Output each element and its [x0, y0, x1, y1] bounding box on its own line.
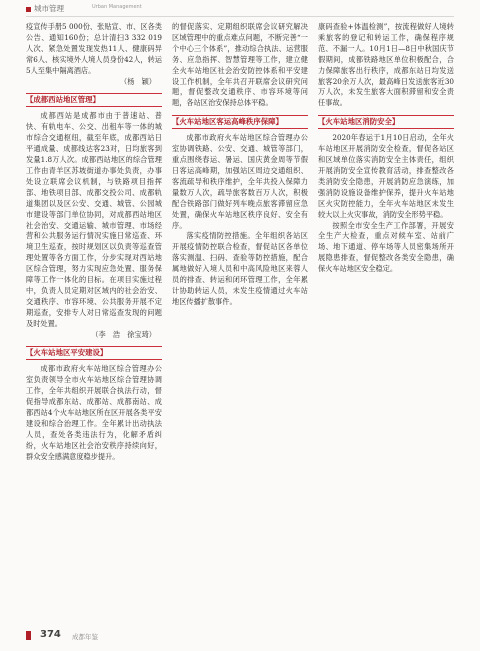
section-heading: [172, 115, 308, 129]
section-title: 城市管理: [34, 4, 64, 13]
section-heading: [26, 93, 162, 107]
section-heading-text: 【成都西站地区管理】: [26, 95, 100, 105]
section-heading: [26, 346, 162, 360]
text-column-1: [26, 22, 162, 618]
body-paragraph: 按照全市安全生产工作部署，开展安全生产大检查，重点对候车室、站前广场、地下通道、停车场等人员密集场所开展隐患排查，督促整改各类安全隐患，确保火车站地区安全稳定。: [318, 220, 454, 274]
author-byline: （杨 颖）: [120, 76, 156, 86]
body-paragraph: 成都市政府火车站地区综合管理办公室负责领导全市火车站地区综合管理协调工作，全年共组织开展联合执法行动，督促指导成都东站、成都站、成都南站、成都西站4个火车站地区所在区开展各类平安建设和综合治理工作。全年累计出动执法人员，查处各类违法行为，化解矛盾纠纷，火车站地区社会治安秩序持续向好，群众安全感满意度稳步提升。: [26, 364, 162, 461]
author-byline: （李 浩 徐宝琦）: [91, 329, 156, 339]
body-paragraph: 落实疫情防控措施。全年组织各站区开展疫情防控联合检查，督促站区各单位落实测温、扫码、查验等防控措施，配合属地做好入境人员和中高风险地区来蓉人员的排查、转运和闭环管理工作，全年累计协助转运人员，未发生疫情通过火车站地区传播扩散事件。: [172, 231, 308, 306]
page-number: 374: [40, 629, 61, 640]
section-subtitle: Urban Management: [92, 4, 142, 10]
section-heading-text: 【火车站地区平安建设】: [26, 348, 108, 358]
section-heading-text: 【火车站地区客运高峰秩序保障】: [172, 117, 283, 127]
page-footer: [26, 629, 226, 643]
book-title: 成都年鉴: [72, 633, 98, 641]
body-paragraph: 康码查验+体温检测”，按流程做好人境转乘旅客的登记和转运工作，确保程序规范、不漏一人。10月1日—8日中秋国庆节假期间，成都铁路地区单位积极配合，合力保障旅客出行秩序，成都东站日均发送旅客20余万人次，最高峰日发送旅客近30万人次，未发生旅客大面积滞留和安全责任事故。: [318, 22, 454, 108]
body-paragraph: 2020年春运于1月10日启动，全年火车站地区开展消防安全检查，督促各站区和区域单位落实消防安全主体责任，组织开展消防安全宣传教育活动，排查整改各类消防安全隐患，开展消防应急演练，加强消防设施设备维护保养，提升火车站地区火灾防控能力，全年火车站地区未发生较大以上火灾事故，消防安全形势平稳。: [318, 133, 454, 219]
section-heading: [318, 115, 454, 129]
body-paragraph: 成都西站是成都市由于普速站、普快、有轨电车、公交、出租车等一体的城市综合交通枢纽，截至年底，成都西站日平通成量、成都线达客23对，日均旅客到发量1.8万人次。成都西站地区的综合管理工作由青羊区苏坡街道办事处负责，办事处设立联席会议机制，与铁路项目指挥部、地铁项目部、成都交投公司、成都轨道集团以及区公安、交通、城管、公园城市建设等部门单位协同，对成都西站地区社会治安、交通运输、城市管理、市场经营和公共服务运行情况实施日常巡查、环境卫生巡查，按时规划区以负责等巡查管理处置等各方面工作，分步实现对西站地区综合管理，努力实现应急处置、服务保障等工作一体化的目标。在项目实施过程中，负责人员定期对区域内的社会治安、交通秩序、市容环境、公共服务开展不定期巡查，安排专人对日常巡查发现的问题及时处置。: [26, 111, 162, 328]
text-column-3: [318, 22, 454, 618]
footer-red-bar: [26, 631, 31, 640]
page-header: [0, 0, 480, 18]
header-divider: [26, 16, 454, 17]
header-red-mark: [26, 7, 31, 12]
body-paragraph: 成都市政府火车站地区综合管理办公室协调铁路、公安、交通、城管等部门，重点围绕春运、暑运、国庆黄金周等节假日客运高峰期，加强站区周边交通组织、客流疏导和秩序维护，全年共投入保障力量数万人次，疏导旅客数百万人次，积极配合铁路部门做好列车晚点旅客滞留应急处置，确保火车站地区秩序良好、安全有序。: [172, 133, 308, 230]
section-heading-text: 【火车站地区消防安全】: [318, 117, 400, 127]
body-paragraph: 疫宣传手册5 000份、张贴宣、市、区各类公告、通知160份；总计清扫3 332 019人次、紧急处置发现发热11人、健康码异常6人、核实境外人境人员身份42人，转运5人至集中隔离酒店。: [26, 22, 162, 75]
body-paragraph: 的督促落实、定期组织联席会议研究解决区域管理中的重点难点问题，不断完善“一个中心三个体系”，推动综合执法、运营服务、应急指挥、智慧管理等工作，建立健全火车站地区社会治安防控体系和平安建设工作机制，全年共召开联席会议研究问题，督促整改交通秩序、市容环境等问题，各站区治安保持总体平稳。: [172, 22, 308, 108]
text-column-2: [172, 22, 308, 618]
